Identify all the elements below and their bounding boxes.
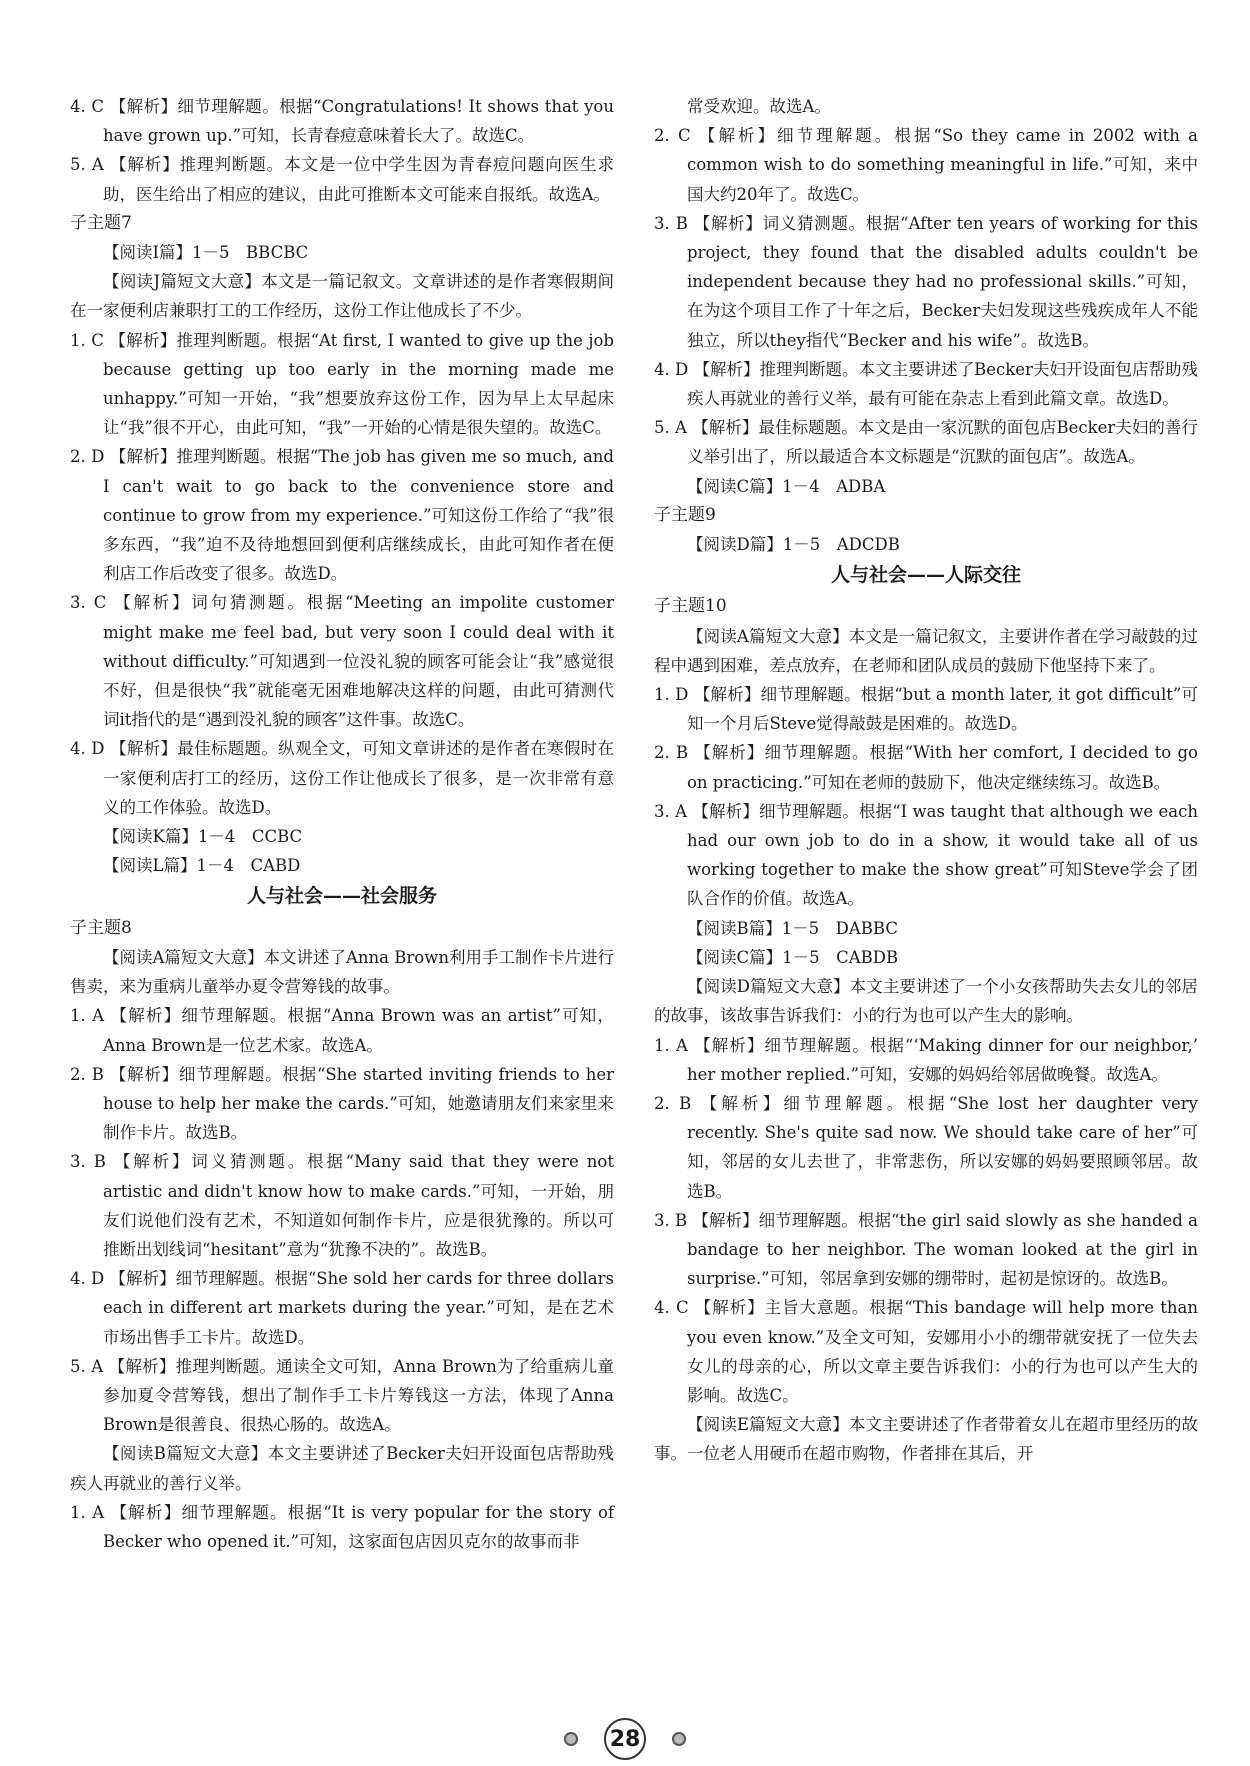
paragraph: 4. C 【解析】细节理解题。根据“Congratulations! It shows that you have grown up.”可知，长青春痘意味着长大了。故选C。 (70, 97, 614, 146)
section-heading: 人与社会——人际交往 (830, 564, 1021, 587)
paragraph: 3. B 【解析】词义猜测题。根据“After ten years of working for this project, they found that the disabled adults couldn't be independent because they had no professional skills.”可知，在为这个项目工作了十年之后，Becker夫妇发现这些残疾成年人不能独立，所以they指代“Becker and his wife”。故选B。 (654, 213, 1198, 350)
paragraph: 【阅读K篇】1－4 CCBC (103, 827, 303, 847)
paragraph: 1. A 【解析】细节理解题。根据“‘Making dinner for our neighbor,’ her mother replied.”可知，安娜的妈妈给邻居做晚餐。故选A。 (654, 1035, 1198, 1084)
paragraph: 【阅读J篇短文大意】本文是一篇记叙文。文章讲述的是作者寒假期间在一家便利店兼职打工的工作经历，这份工作让他成长了不少。 (70, 272, 614, 321)
paragraph: 4. D 【解析】细节理解题。根据“She sold her cards for three dollars each in different art markets during the year.”可知，是在艺术市场出售手工卡片。故选D。 (70, 1269, 614, 1347)
paragraph: 2. B 【解析】细节理解题。根据“She lost her daughter very recently. She's quite sad now. We should take care of her”可知，邻居的女儿去世了，非常悲伤，所以安娜的妈妈要照顾邻居。故选B。 (654, 1093, 1198, 1201)
paragraph: 【阅读I篇】1－5 BBCBC (103, 243, 309, 263)
paragraph: 1. D 【解析】细节理解题。根据“but a month later, it got difficult”可知一个月后Steve觉得敲鼓是困难的。故选D。 (654, 685, 1198, 734)
paragraph: 3. A 【解析】细节理解题。根据“I was taught that although we each had our own job to do in a show, it would take all of us working together to make the show great”可知Steve学会了团队合作的价值。故选A。 (654, 801, 1198, 909)
paragraph: 【阅读L篇】1－4 CABD (103, 856, 301, 876)
paragraph: 4. D 【解析】推理判断题。本文主要讲述了Becker夫妇开设面包店帮助残疾人再就业的善行义举，最有可能在杂志上看到此篇文章。故选D。 (654, 359, 1198, 409)
paragraph: 【阅读A篇短文大意】本文讲述了Anna Brown利用手工制作卡片进行售卖，来为重病儿童举办夏令营筹钱的故事。 (70, 947, 614, 997)
bullet-icon (672, 1732, 686, 1746)
paragraph: 4. D 【解析】最佳标题题。纵观全文，可知文章讲述的是作者在寒假时在一家便利店打工的经历，这份工作让他成长了很多，是一次非常有意义的工作体验。故选D。 (70, 739, 614, 817)
paragraph: 1. C 【解析】推理判断题。根据“At first, I wanted to give up the job because getting up too early in the morning made me unhappy.”可知一开始，“我”想要放弃这份工作，因为早上太早起床让“我”很不开心，由此可知，“我”一开始的心情是很失望的。故选C。 (70, 330, 614, 438)
paragraph: 1. A 【解析】细节理解题。根据“Anna Brown was an artist”可知，Anna Brown是一位艺术家。故选A。 (70, 1006, 614, 1055)
two-columns (70, 92, 1198, 1556)
paragraph: 【阅读D篇短文大意】本文主要讲述了一个小女孩帮助失去女儿的邻居的故事，该故事告诉我们：小的行为也可以产生大的影响。 (654, 977, 1198, 1026)
paragraph: 5. A 【解析】推理判断题。本文是一位中学生因为青春痘问题向医生求助，医生给出了相应的建议，由此可推断本文可能来自报纸。故选A。 (70, 155, 614, 204)
paragraph: 【阅读B篇】1－5 DABBC (687, 918, 898, 938)
subtopic-label: 子主题10 (654, 596, 727, 617)
bullet-icon (564, 1732, 578, 1746)
paragraph: 【阅读A篇短文大意】本文是一篇记叙文，主要讲作者在学习敲鼓的过程中遇到困难，差点放弃，在老师和团队成员的鼓励下他坚持下来了。 (654, 626, 1198, 675)
paragraph: 【阅读D篇】1－5 ADCDB (687, 535, 900, 555)
paragraph: 5. A 【解析】推理判断题。通读全文可知，Anna Brown为了给重病儿童参加夏令营筹钱，想出了制作手工卡片筹钱这一方法，体现了Anna Brown是很善良、很热心肠的。故选A。 (70, 1356, 614, 1435)
left-column (70, 92, 614, 1556)
paragraph: 【阅读C篇】1－4 ADBA (687, 476, 886, 496)
paragraph: 常受欢迎。故选A。 (654, 97, 831, 116)
paragraph: 2. D 【解析】推理判断题。根据“The job has given me so much, and I can't wait to go back to the convenience store and continue to grow from my experience.”可知这份工作给了“我”很多东西，“我”迫不及待地想回到便利店继续成长，由此可知作者在便利店工作后改变了很多。故选D。 (70, 447, 614, 584)
paragraph: 3. C 【解析】词句猜测题。根据“Meeting an impolite customer might make me feel bad, but very soon I could deal with it without difficulty.”可知遇到一位没礼貌的顾客可能会让“我”感觉很不好，但是很快“我”就能毫无困难地解决这样的问题，由此可猜测代词it指代的是“遇到没礼貌的顾客”这件事。故选C。 (70, 593, 614, 730)
section-heading: 人与社会——社会服务 (246, 885, 437, 908)
subtopic-label: 子主题8 (70, 917, 132, 938)
paragraph: 2. B 【解析】细节理解题。根据“With her comfort, I decided to go on practicing.”可知在老师的鼓励下，他决定继续练习。故选B。 (654, 743, 1198, 792)
paragraph: 1. A 【解析】细节理解题。根据“It is very popular for the story of Becker who opened it.”可知，这家面包店因贝克尔的故事而非 (70, 1502, 614, 1551)
paragraph: 3. B 【解析】词义猜测题。根据“Many said that they were not artistic and didn't know how to make cards.”可知，一开始，朋友们说他们没有艺术，不知道如何制作卡片，应是很犹豫的。所以可推断出划线词“hesitant”意为“犹豫不决的”。故选B。 (70, 1152, 614, 1259)
paragraph: 3. B 【解析】细节理解题。根据“the girl said slowly as she handed a bandage to her neighbor. The woman looked at the girl in surprise.”可知，邻居拿到安娜的绷带时，起初是惊讶的。故选B。 (654, 1210, 1198, 1289)
paragraph: 【阅读B篇短文大意】本文主要讲述了Becker夫妇开设面包店帮助残疾人再就业的善行义举。 (70, 1444, 614, 1493)
paragraph: 2. B 【解析】细节理解题。根据“She started inviting friends to her house to help her make the cards.”可知，她邀请朋友们来家里来制作卡片。故选B。 (70, 1064, 614, 1143)
subtopic-label: 子主题7 (70, 212, 132, 233)
paragraph: 【阅读E篇短文大意】本文主要讲述了作者带着女儿在超市里经历的故事。一位老人用硬币在超市购物，作者排在其后，开 (654, 1415, 1198, 1464)
page-number: 28 (604, 1718, 646, 1760)
paragraph: 2. C 【解析】细节理解题。根据“So they came in 2002 with a common wish to do something meaningful in life.”可知，来中国大约20年了。故选C。 (654, 126, 1198, 204)
right-column (654, 92, 1198, 1556)
paragraph: 【阅读C篇】1－5 CABDB (687, 947, 899, 967)
paragraph: 4. C 【解析】主旨大意题。根据“This bandage will help more than you even know.”及全文可知，安娜用小小的绷带就安抚了一位失去女儿的母亲的心，所以文章主要告诉我们：小的行为也可以产生大的影响。故选C。 (654, 1298, 1198, 1405)
paragraph: 5. A 【解析】最佳标题题。本文是由一家沉默的面包店Becker夫妇的善行义举引出了，所以最适合本文标题是“沉默的面包店”。故选A。 (654, 418, 1198, 467)
page-footer (0, 1718, 1250, 1760)
subtopic-label: 子主题9 (654, 504, 716, 525)
